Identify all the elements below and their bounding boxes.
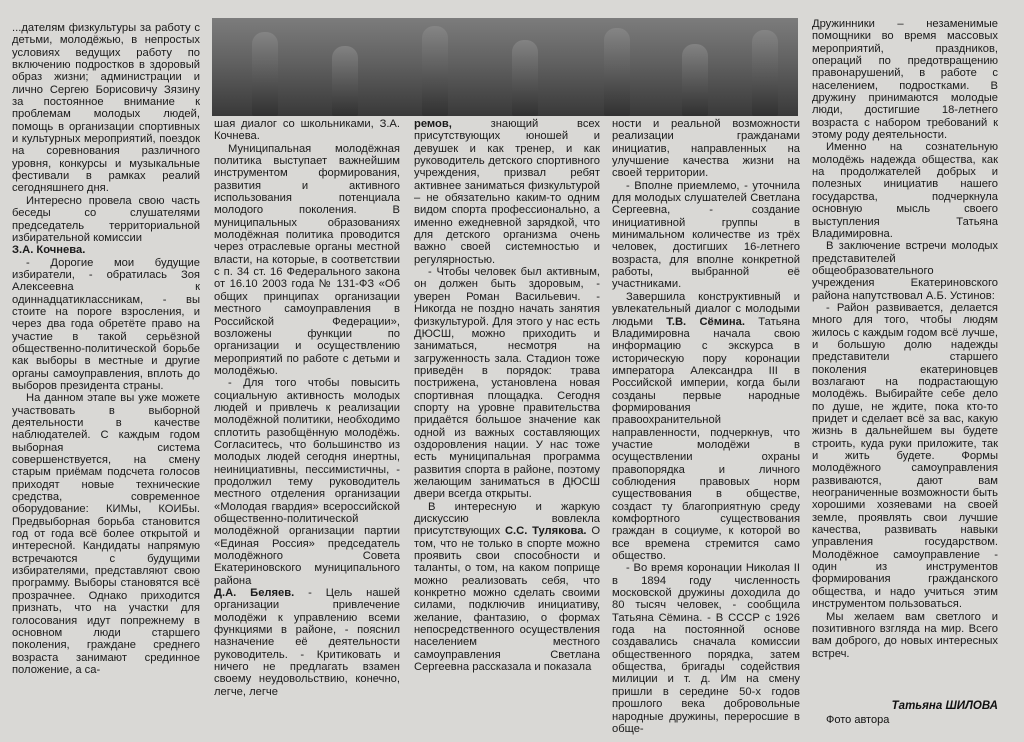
author-signature: Татьяна ШИЛОВА: [891, 700, 998, 712]
paragraph: - Во время коронации Николая II в 1894 году численность московской дружины доходила до 80 тысяч человек, - сообщила Татьяна Сёмина. - В СССР с 1926 года на постоянной основе создавались сначала комиссии общественного порядка, затем общества, бригады содействия милиции и т. д. Им на смену пришли в середине 50-х годов прошлого века добровольные народные дружины, переросшие в обще-: [612, 562, 800, 735]
paragraph: ...дателям физкультуры за работу с детьми, молодёжью, в непростых условиях ведущих работу по включению подростков в здоровый образ жизни; администрации и лично Сергею Борисовичу Зязину за постоянное внимание к проблемам молодых людей, помощь в организации спортивных и культурных мероприятий, поездок на соревнования различного уровня, конкурсы и музыкальные фестивали в рамках реалий сегодняшнего дня.: [12, 22, 200, 195]
paragraph: Мы желаем вам светлого и позитивного взгляда на мир. Всего вам доброго, до новых интересных встреч.: [812, 610, 998, 660]
text-column-2: [214, 118, 400, 742]
paragraph: ремов, знающий всех присутствующих юношей и девушек и как тренер, и как руководитель детского спортивного учреждения, призвал ребят активнее заниматься физкультурой – не обязательно каким-то одним видом спорта профессионально, а именно ежедневной зарядкой, что для детского организма очень важно своей системностью и регулярностью.: [414, 118, 600, 266]
text-column-4: [612, 118, 800, 742]
photo-credit: Фото автора: [826, 714, 890, 726]
paragraph: Д.А. Беляев. - Цель нашей организации привлечение молодёжи к управлению всеми функциями в районе, - пояснил назначение её деятельности руководитель. - Критиковать и ничего не предлагать взамен своему неудовольствию, конечно, легче, легче: [214, 587, 400, 698]
paragraph: На данном этапе вы уже можете участвовать в выборной деятельности в качестве наблюдателей. С каждым годом выборная система совершенствуется, на смену старым приёмам подсчета голосов приходят новые технические средства, современное оборудование: КИМы, КОИБы. Предвыборная борьба становится год от года всё более открытой и интересной. Кандидаты напрямую встречаются с будущими избирателями, представляют свою программу. Выборы становятся всё прозрачнее. Однако приходится признать, что на участки для голосования идут попрежнему в основном люди старшего поколения, граждане среднего возраста занимают срединное положение, а са-: [12, 392, 200, 676]
paragraph: Завершила конструктивный и увлекательный диалог с молодыми людьми Т.В. Сёмина. Татьяна Владимировна начала свою информацию с экскурса в историческую пору коронации императора Александра III в Российской империи, когда были созданы первые народные формирования правоохранительной направленности, подчеркнув, что участие молодёжи в осуществлении охраны правопорядка и личного соблюдения правовых норм существования в обществе, создаст ту благоприятную среду комфортного существования граждан в социуме, к которой во все времена стремится само общество.: [612, 290, 800, 563]
paragraph: - Вполне приемлемо, - уточнила для молодых слушателей Светлана Сергеевна, - создание инициативной группы в минимальном количестве из трёх человек, достигших 16-летнего возраста, для вполне конкретной работы, выбранной её участниками.: [612, 179, 800, 291]
paragraph: З.А. Кочнева.: [12, 244, 86, 257]
paragraph: ности и реальной возможности реализации гражданами инициатив, направленных на улучшение качества жизни на своей территории.: [612, 118, 800, 180]
paragraph: В интересную и жаркую дискуссию вовлекла присутствующих С.С. Тулякова. О том, что не только в спорте можно проявить свои способности и таланты, о том, на каком поприще можно реализовать себя, что конкретно можно сделать своими силами, подключив инициативу, желание, фантазию, о формах непосредственного осуществления населением местного самоуправления Светлана Сергеевна рассказала и показала: [414, 500, 600, 674]
text-column-1: [12, 22, 200, 742]
paragraph: - Для того чтобы повысить социальную активность молодых людей и привлечь к реализации молодёжной политики, необходимо сплотить разобщённую молодёжь. Согласитесь, что большинство из молодых людей сегодня инертны, неинициативны, пессимистичны, - продолжил тему руководитель местного отделения организации «Молодая гвардия» всероссийской общественно-политической молодёжной организации партии «Единая Россия» председатель молодёжного Совета Екатериновского муниципального района: [214, 377, 400, 587]
paragraph: Именно на сознательную молодёжь надежда общества, как на продолжателей добрых и полезных инициатив нашего государства, подчеркнула основную мысль своего выступления Татьяна Владимировна.: [812, 141, 998, 240]
article-photo: [212, 18, 798, 116]
paragraph: - Дорогие мои будущие избиратели, - обратилась Зоя Алексеевна к одиннадцатиклассникам, - вы стоите на пороге взросления, и через два года обретёте право на участие в такой серьёзной общественно-политической борьбе как выборы в местные и другие органы самоуправления, вплоть до выборов президента страны.: [12, 256, 200, 392]
paragraph: Дружинники – незаменимые помощники во время массовых мероприятий, праздников, операций по предотвращению правонарушений, в работе с населением, подростками. В дружину принимаются молодые люди, достигшие 18-летнего возраста с набором требований к этому роду деятельности.: [812, 18, 998, 142]
text-column-3: [414, 118, 600, 742]
photo-caption: шая диалог со школьниками, З.А. Кочнева.: [214, 118, 400, 143]
paragraph: - Чтобы человек был активным, он должен быть здоровым, - уверен Роман Васильевич. - Никогда не поздно начать занятия физкультурой. Для этого у нас есть ДЮСШ, можно приходить и заниматься, несмотря на загруженность зала. Стадион тоже приведён в порядок: трава пострижена, установлена новая спортивная площадка. Сегодня спорту на уровне правительства придаётся большое значение как одной из важных составляющих оздоровления нации. У нас тоже есть муниципальная программа развития спорта в районе, поэтому желающим заниматься в ДЮСШ двери всегда открыты.: [414, 266, 600, 501]
paragraph: Интересно провела свою часть беседы со слушателями председатель территориальной избирательной комиссии: [12, 194, 200, 244]
paragraph: В заключение встречи молодых представителей общеобразовательного учреждения Екатериновского района напутствовал А.Б. Устинов:: [812, 240, 998, 302]
text-column-5: [812, 18, 998, 698]
paragraph: Муниципальная молодёжная политика выступает важнейшим инструментом формирования, развития и активного использования потенциала молодого поколения. В муниципальных образованиях молодёжная политика проводится через отраслевые органы местной власти, на которые, в соответствии с п. 34 ст. 16 Федерального закона от 16.10 2003 года № 131-ФЗ «Об общих принципах организации местного самоуправления в Российской Федерации», возложены функции по организации и осуществлению мероприятий по работе с детьми и молодёжью.: [214, 142, 400, 377]
paragraph: - Район развивается, делается много для того, чтобы людям жилось с каждым годом всё лучше, и большую долю надежды представители старшего поколения екатериновцев возлагают на подрастающую молодёжь. Выбирайте себе дело по душе, не ждите, пока кто-то придет и сделает всё за вас, какую жизнь в дальнейшем вы будете строить, куда руки приложите, так и жить будете. Формы молодёжного самоуправления развиваются, дают вам неограниченные возможности быть хорошими хозяевами на своей земле, проявлять свои лучшие качества, развивать навыки управления государством. Молодёжное самоуправление - один из инструментов формирования гражданского общества, и надо учиться этим инструментом пользоваться.: [812, 301, 998, 611]
